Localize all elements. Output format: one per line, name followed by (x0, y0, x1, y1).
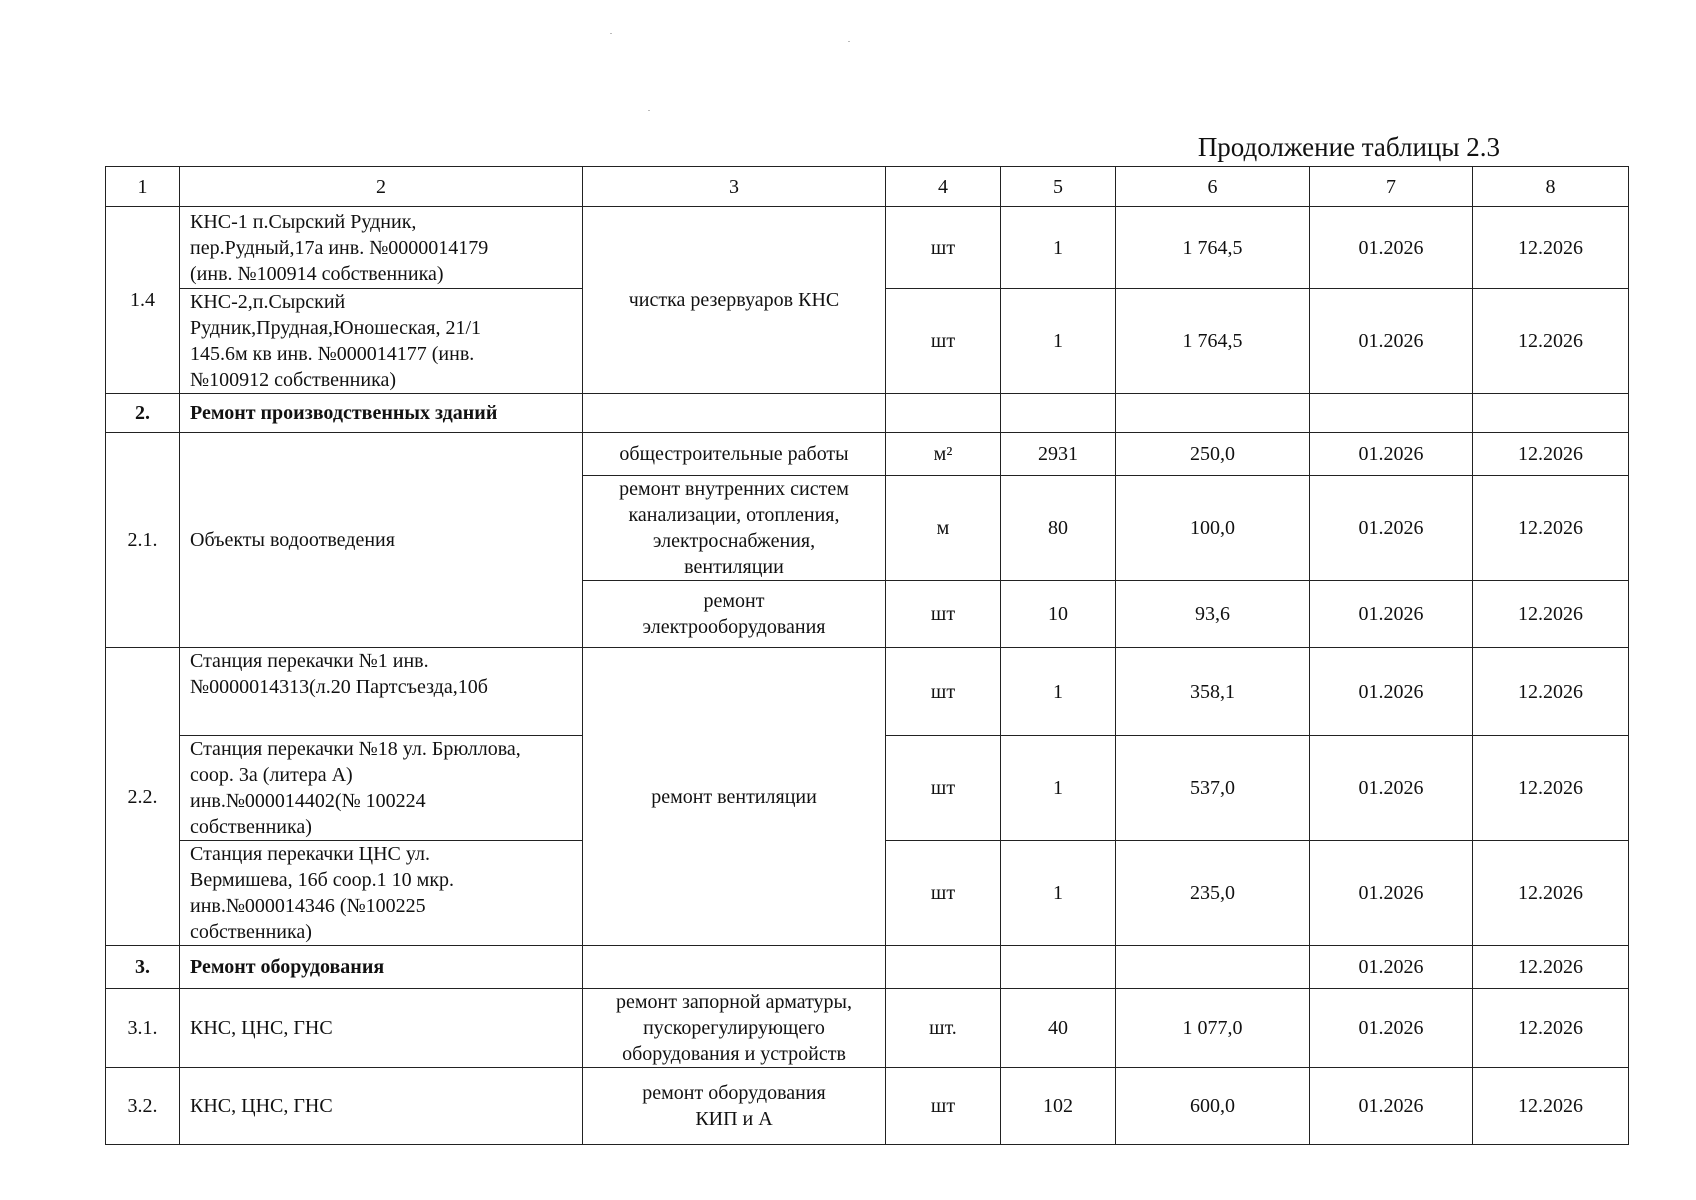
end-date-cell: 12.2026 (1473, 1068, 1629, 1145)
end-date-cell: 12.2026 (1473, 841, 1629, 946)
repair-plan-table (105, 166, 1629, 1145)
table-row (106, 648, 1629, 736)
quantity-cell: 10 (1001, 581, 1116, 648)
start-date-cell: 01.2026 (1310, 736, 1473, 841)
object-cell: КНС, ЦНС, ГНС (180, 1068, 583, 1145)
quantity-cell: 1 (1001, 841, 1116, 946)
header-row (106, 167, 1629, 207)
end-date-cell: 12.2026 (1473, 433, 1629, 476)
section-row (106, 946, 1629, 989)
start-date-cell: 01.2026 (1310, 433, 1473, 476)
scan-speck (648, 110, 650, 111)
header-cell: 1 (106, 167, 180, 207)
end-date-cell: 12.2026 (1473, 946, 1629, 989)
cost-cell: 1 077,0 (1116, 989, 1310, 1068)
end-date-cell: 12.2026 (1473, 989, 1629, 1068)
header-cell: 4 (886, 167, 1001, 207)
start-date-cell: 01.2026 (1310, 648, 1473, 736)
unit-cell: шт (886, 648, 1001, 736)
header-cell: 6 (1116, 167, 1310, 207)
section-row (106, 394, 1629, 433)
object-cell: КНС-2,п.Сырский Рудник,Прудная,Юношеская, 21/1 145.6м кв инв. №000014177 (инв. №100912 собственника) (180, 289, 583, 394)
scan-speck (848, 41, 850, 42)
cost-cell: 1 764,5 (1116, 207, 1310, 289)
row-number: 2.2. (106, 648, 180, 946)
unit-cell: м (886, 476, 1001, 581)
quantity-cell: 1 (1001, 207, 1116, 289)
section-title: Ремонт производственных зданий (180, 394, 583, 433)
cost-cell: 537,0 (1116, 736, 1310, 841)
row-number: 1.4 (106, 207, 180, 394)
object-cell: Станция перекачки №18 ул. Брюллова, соор. 3а (литера А) инв.№000014402(№ 100224 собственника) (180, 736, 583, 841)
quantity-cell: 102 (1001, 1068, 1116, 1145)
header-cell: 8 (1473, 167, 1629, 207)
unit-cell: шт (886, 1068, 1001, 1145)
section-title: Ремонт оборудования (180, 946, 583, 989)
quantity-cell: 1 (1001, 289, 1116, 394)
table-row (106, 207, 1629, 289)
row-number: 3.1. (106, 989, 180, 1068)
object-cell: КНС, ЦНС, ГНС (180, 989, 583, 1068)
quantity-cell: 1 (1001, 736, 1116, 841)
end-date-cell: 12.2026 (1473, 581, 1629, 648)
row-number: 3.2. (106, 1068, 180, 1145)
unit-cell: м² (886, 433, 1001, 476)
object-cell: Станция перекачки ЦНС ул. Вермишева, 16б соор.1 10 мкр. инв.№000014346 (№100225 собственника) (180, 841, 583, 946)
work-type-cell: ремонт оборудования КИП и А (583, 1068, 886, 1145)
start-date-cell: 01.2026 (1310, 989, 1473, 1068)
unit-cell: шт (886, 289, 1001, 394)
work-type-cell: чистка резервуаров КНС (583, 207, 886, 394)
object-cell: Объекты водоотведения (180, 433, 583, 648)
end-date-cell: 12.2026 (1473, 736, 1629, 841)
header-cell: 2 (180, 167, 583, 207)
unit-cell: шт. (886, 989, 1001, 1068)
work-type-cell: ремонт внутренних систем канализации, отопления, электроснабжения, вентиляции (583, 476, 886, 581)
work-type-cell: ремонт вентиляции (583, 648, 886, 946)
table-continuation-caption: Продолжение таблицы 2.3 (1197, 132, 1500, 162)
unit-cell: шт (886, 581, 1001, 648)
unit-cell: шт (886, 841, 1001, 946)
start-date-cell: 01.2026 (1310, 207, 1473, 289)
quantity-cell: 1 (1001, 648, 1116, 736)
cost-cell: 358,1 (1116, 648, 1310, 736)
cost-cell: 100,0 (1116, 476, 1310, 581)
start-date-cell: 01.2026 (1310, 1068, 1473, 1145)
quantity-cell: 40 (1001, 989, 1116, 1068)
unit-cell: шт (886, 736, 1001, 841)
object-cell: КНС-1 п.Сырский Рудник, пер.Рудный,17а инв. №0000014179 (инв. №100914 собственника) (180, 207, 583, 289)
end-date-cell: 12.2026 (1473, 648, 1629, 736)
unit-cell: шт (886, 207, 1001, 289)
cost-cell: 1 764,5 (1116, 289, 1310, 394)
start-date-cell: 01.2026 (1310, 841, 1473, 946)
start-date-cell: 01.2026 (1310, 476, 1473, 581)
cost-cell: 600,0 (1116, 1068, 1310, 1145)
start-date-cell: 01.2026 (1310, 581, 1473, 648)
work-type-cell: ремонт электрооборудования (583, 581, 886, 648)
end-date-cell: 12.2026 (1473, 207, 1629, 289)
work-type-cell: общестроительные работы (583, 433, 886, 476)
work-type-cell: ремонт запорной арматуры, пускорегулирующего оборудования и устройств (583, 989, 886, 1068)
cost-cell: 93,6 (1116, 581, 1310, 648)
cost-cell: 235,0 (1116, 841, 1310, 946)
section-number: 3. (106, 946, 180, 989)
quantity-cell: 2931 (1001, 433, 1116, 476)
end-date-cell: 12.2026 (1473, 476, 1629, 581)
header-cell: 5 (1001, 167, 1116, 207)
object-cell: Станция перекачки №1 инв. №0000014313(л.20 Партсъезда,10б (180, 648, 583, 736)
section-number: 2. (106, 394, 180, 433)
row-number: 2.1. (106, 433, 180, 648)
table-row (106, 433, 1629, 476)
end-date-cell: 12.2026 (1473, 289, 1629, 394)
start-date-cell: 01.2026 (1310, 946, 1473, 989)
quantity-cell: 80 (1001, 476, 1116, 581)
header-cell: 7 (1310, 167, 1473, 207)
start-date-cell: 01.2026 (1310, 289, 1473, 394)
cost-cell: 250,0 (1116, 433, 1310, 476)
table-row (106, 1068, 1629, 1145)
table-row (106, 989, 1629, 1068)
scan-speck (610, 33, 612, 34)
header-cell: 3 (583, 167, 886, 207)
